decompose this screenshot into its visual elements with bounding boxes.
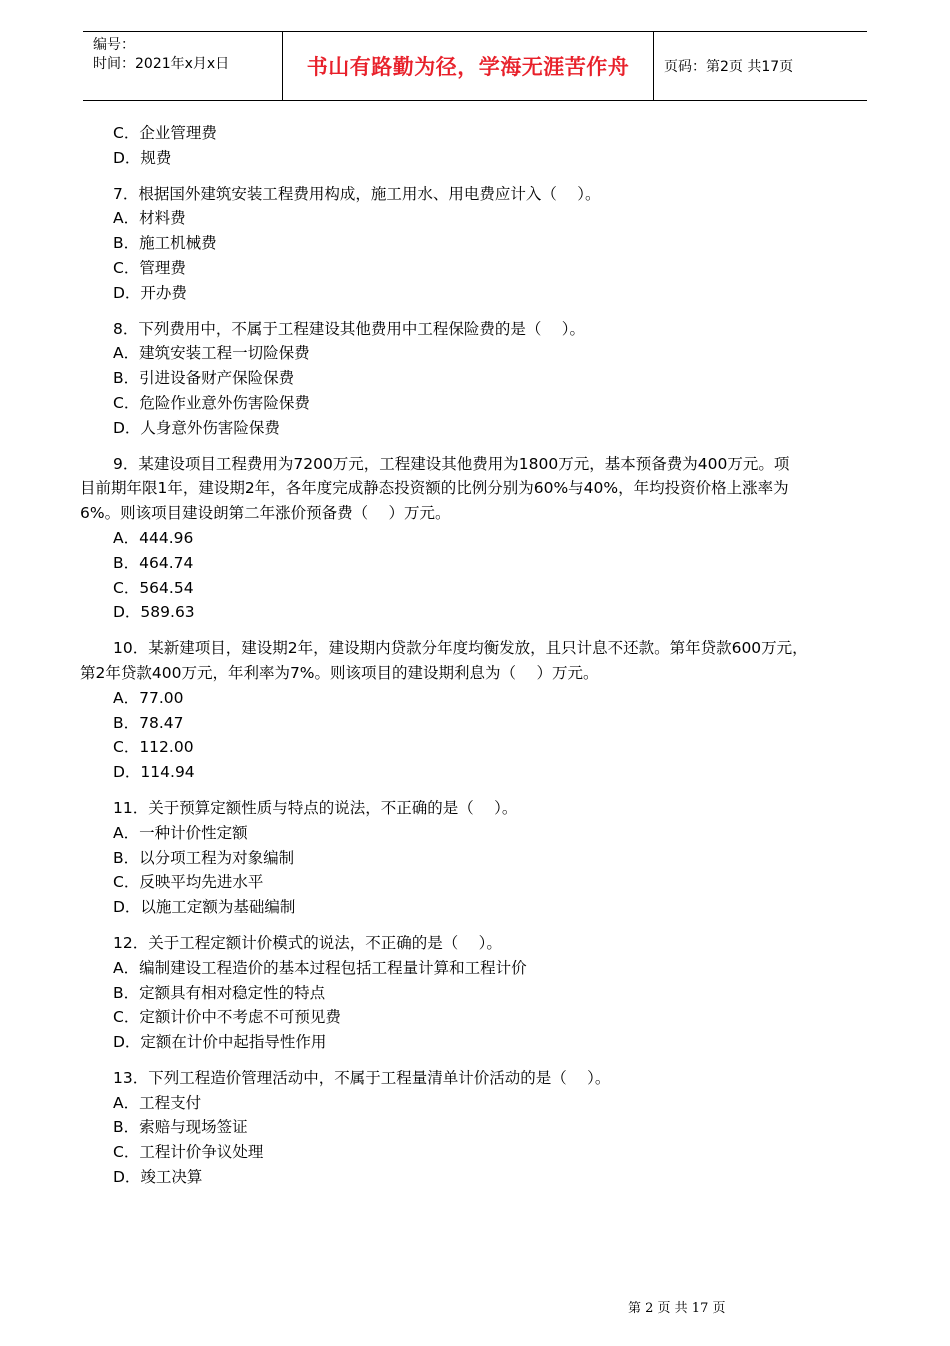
answer-option: C．反映平均先进水平: [113, 873, 264, 892]
answer-option: B．索赔与现场签证: [113, 1118, 248, 1137]
paragraph-gap: [80, 441, 872, 452]
paragraph-gap: [80, 920, 872, 931]
document-body: [80, 121, 872, 1190]
paragraph-gap: [80, 1055, 872, 1066]
question-text: 13．下列工程造价管理活动中，不属于工程量清单计价活动的是（ ）。: [113, 1068, 611, 1087]
answer-option: B．引进设备财产保险保费: [113, 369, 295, 388]
paragraph-gap: [80, 785, 872, 796]
answer-option: A．工程支付: [113, 1093, 202, 1112]
answer-option: A．编制建设工程造价的基本过程包括工程量计算和工程计价: [113, 958, 527, 977]
answer-option: D．竣工决算: [113, 1168, 203, 1187]
page-footer: 第 2 页 共 17 页: [628, 1301, 726, 1316]
question-text: 9．某建设项目工程费用为7200万元，工程建设其他费用为1800万元，基本预备费为400万元。项: [113, 454, 790, 473]
answer-option: B．78.47: [113, 713, 184, 732]
page-header: [83, 31, 867, 101]
answer-option: A．材料费: [113, 209, 186, 228]
question-text: 7．根据国外建筑安装工程费用构成，施工用水、用电费应计入（ ）。: [113, 184, 601, 203]
answer-option: A．444.96: [113, 528, 194, 547]
answer-option: B．施工机械费: [113, 234, 217, 253]
answer-option: D．规费: [113, 148, 172, 167]
answer-option: B．464.74: [113, 553, 194, 572]
answer-option: C．企业管理费: [113, 124, 217, 142]
answer-option: A．77.00: [113, 688, 184, 707]
answer-option: D．定额在计价中起指导性作用: [113, 1033, 327, 1052]
answer-option: D．589.63: [113, 603, 195, 622]
answer-option: C．564.54: [113, 578, 194, 597]
paragraph-gap: [80, 306, 872, 317]
answer-option: C．危险作业意外伤害险保费: [113, 393, 310, 412]
answer-option: C．工程计价争议处理: [113, 1143, 264, 1162]
answer-option: C．112.00: [113, 738, 194, 757]
number-label: 编号：: [93, 37, 135, 53]
header-meta: [83, 32, 283, 100]
answer-option: C．管理费: [113, 258, 186, 277]
question-continuation: 目前期年限1年，建设期2年，各年度完成静态投资额的比例分别为60%与40%，年均投资价格上涨率为: [80, 479, 789, 498]
question-text: 10．某新建项目，建设期2年，建设期内贷款分年度均衡发放，且只计息不还款。第年贷款600万元，: [113, 639, 808, 658]
paragraph-gap: [80, 625, 872, 636]
question-continuation: 第2年贷款400万元，年利率为7%。则该项目的建设期利息为（ ）万元。: [80, 663, 599, 682]
answer-option: A．一种计价性定额: [113, 823, 248, 842]
question-text: 8．下列费用中，不属于工程建设其他费用中工程保险费的是（ ）。: [113, 319, 586, 338]
answer-option: D．人身意外伤害险保费: [113, 418, 280, 437]
answer-option: B．定额具有相对稳定性的特点: [113, 983, 326, 1002]
answer-option: C．定额计价中不考虑不可预见费: [113, 1008, 341, 1027]
paragraph-gap: [80, 171, 872, 182]
question-text: 11．关于预算定额性质与特点的说法，不正确的是（ ）。: [113, 798, 518, 817]
header-page-info: 页码：第2页 共17页: [664, 59, 794, 75]
answer-option: D．以施工定额为基础编制: [113, 898, 296, 917]
answer-option: A．建筑安装工程一切险保费: [113, 344, 310, 363]
question-text: 12．关于工程定额计价模式的说法，不正确的是（ ）。: [113, 933, 502, 952]
answer-option: D．开办费: [113, 283, 187, 302]
question-continuation: 6%。则该项目建设朗第二年涨价预备费（ ）万元。: [80, 504, 451, 523]
answer-option: D．114.94: [113, 763, 195, 782]
time-label: 时间：2021年x月x日: [93, 56, 230, 72]
header-motto: 书山有路勤为径，学海无涯苦作舟: [283, 32, 654, 100]
answer-option: B．以分项工程为对象编制: [113, 848, 295, 867]
